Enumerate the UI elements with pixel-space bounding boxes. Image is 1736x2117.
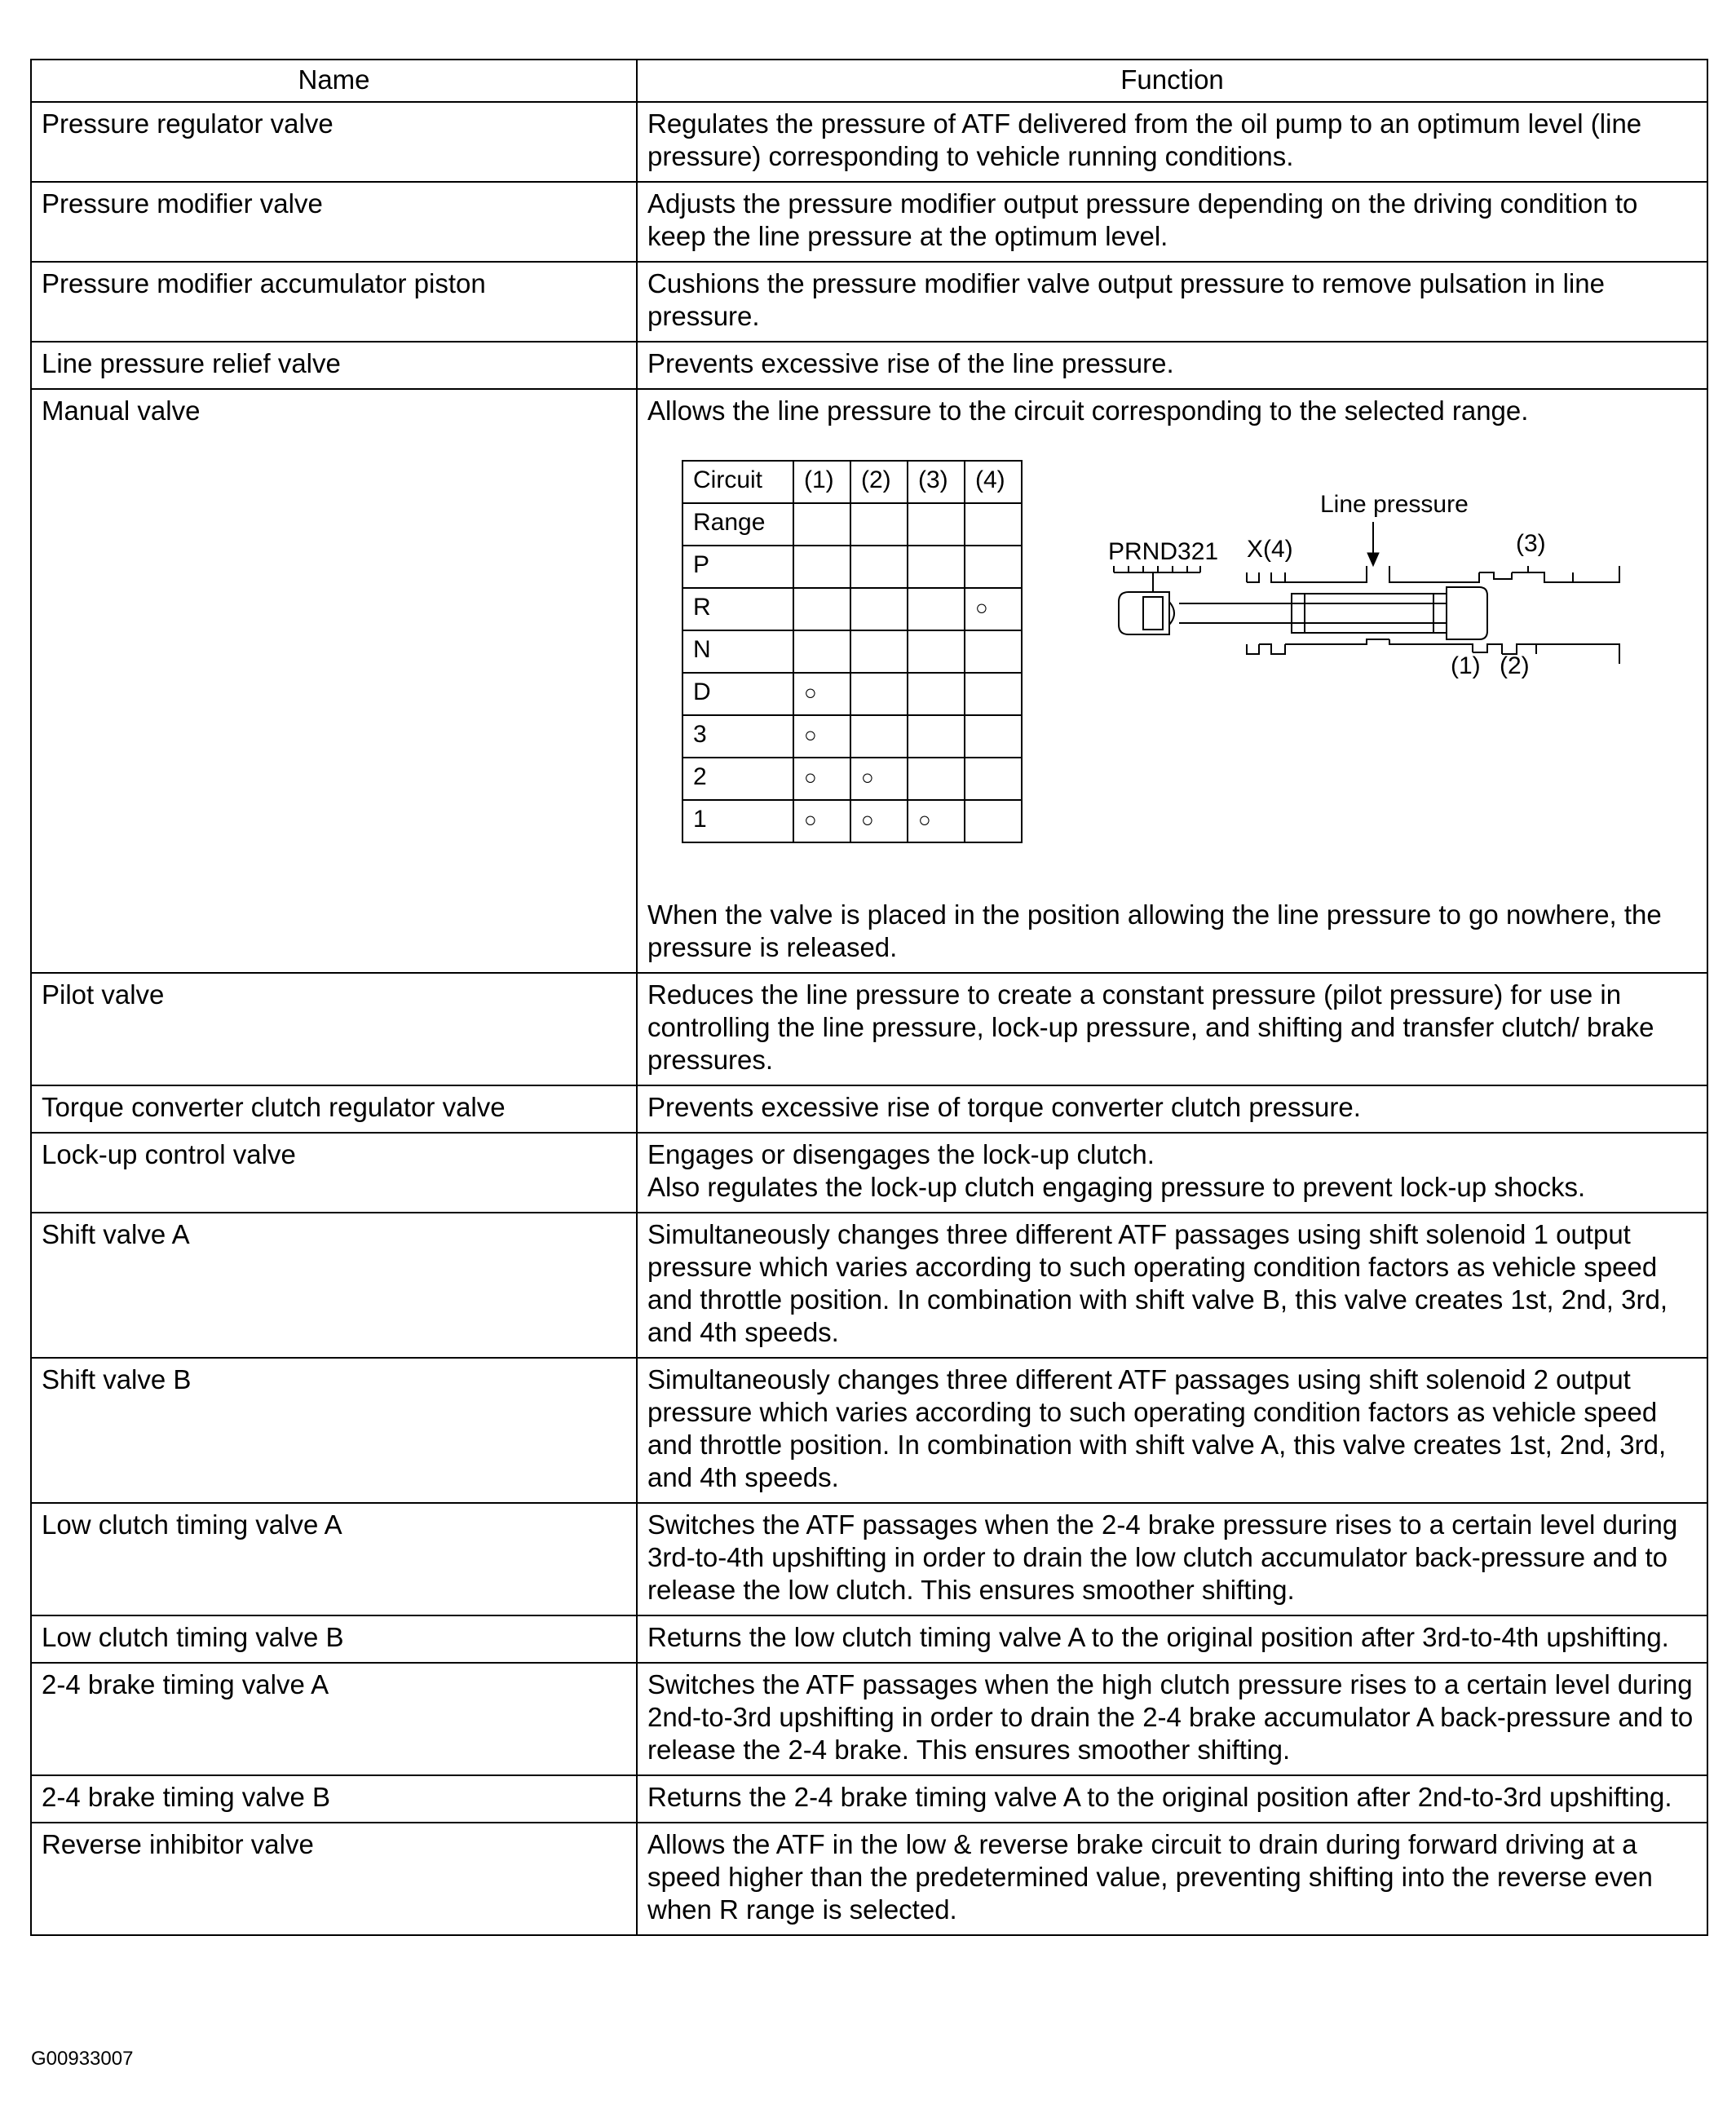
valve-name: Line pressure relief valve [31,342,637,389]
valve-function-table [30,59,1708,1936]
valve-function-text: Reduces the line pressure to create a constant pressure (pilot pressure) for use in controlling the line pressure, lock-up pressure, and shifting and transfer clutch/ brake pressures. [647,979,1654,1075]
circuit-inactive-cell [908,588,965,630]
valve-function-text-line2: Also regulates the lock-up clutch engaging pressure to prevent lock-up shocks. [647,1172,1586,1202]
table-row-reverse-inhibitor-valve [31,1823,1707,1935]
valve-function-text: Prevents excessive rise of torque converter clutch pressure. [647,1092,1361,1122]
valve-function [637,1615,1707,1663]
table-row-torque-converter-clutch-regulator-valve [31,1085,1707,1133]
table-row-low-clutch-timing-valve-a [31,1503,1707,1615]
valve-spool-end [1447,587,1487,639]
valve-function [637,1775,1707,1823]
valve-function-text: Cushions the pressure modifier valve output pressure to remove pulsation in line pressure. [647,268,1605,331]
circuit-inactive-cell [908,715,965,758]
valve-bore-upper [1247,566,1619,582]
valve-function-text: Engages or disengages the lock-up clutch. [647,1139,1155,1169]
header-function: Function [637,60,1707,102]
valve-function [637,182,1707,262]
range-value: 2 [682,758,793,800]
drain-label: X(4) [1247,536,1293,563]
range-value: N [682,630,793,673]
table-header-row [31,60,1707,102]
range-value: P [682,546,793,588]
range-row [682,630,1022,673]
circuit-inactive-cell [965,673,1022,715]
table-row-2-4-brake-timing-valve-b [31,1775,1707,1823]
valve-name: Pressure regulator valve [31,102,637,182]
circuit-active-mark: ○ [850,758,908,800]
valve-name: Low clutch timing valve A [31,1503,637,1615]
valve-name: Pressure modifier accumulator piston [31,262,637,342]
valve-function [637,1133,1707,1213]
range-row [682,715,1022,758]
range-value: 3 [682,715,793,758]
circuit-active-mark: ○ [793,673,850,715]
position-detent-scale [1114,566,1200,572]
circuit-inactive-cell [850,715,908,758]
range-value: R [682,588,793,630]
table-row-low-clutch-timing-valve-b [31,1615,1707,1663]
valve-function [637,1823,1707,1935]
valve-function-note: When the valve is placed in the position allowing the line pressure to go nowhere, the pressure is released. [647,899,1662,962]
circuit-inactive-cell [850,588,908,630]
range-table-header-row [682,461,1022,503]
circuit-active-mark: ○ [965,588,1022,630]
valve-function-text: Returns the 2-4 brake timing valve A to the original position after 2nd-to-3rd upshifting. [647,1782,1672,1812]
positions-label: PRND321 [1108,538,1219,565]
table-row-pilot-valve [31,973,1707,1085]
valve-function-text: Allows the line pressure to the circuit corresponding to the selected range. [647,396,1529,426]
valve-name: Reverse inhibitor valve [31,1823,637,1935]
range-value: 1 [682,800,793,842]
table-row-shift-valve-b [31,1358,1707,1503]
table-row-lock-up-control-valve [31,1133,1707,1213]
circuit-inactive-cell [850,546,908,588]
valve-function [637,262,1707,342]
circuit-inactive-cell [965,546,1022,588]
circuit-inactive-cell [908,673,965,715]
circuit-inactive-cell [850,630,908,673]
circuit-header: (1) [793,461,850,503]
range-row [682,800,1022,842]
valve-function-text: Simultaneously changes three different ATF passages using shift solenoid 2 output pressure which varies according to such operating condition factors as vehicle speed and throttle position. In combination with shift valve A, this valve creates 1st, 2nd, 3rd, and 4th speeds. [647,1364,1667,1492]
port-label-3: (3) [1516,530,1546,557]
circuit-active-mark: ○ [793,715,850,758]
range-row [682,588,1022,630]
valve-function-text: Switches the ATF passages when the 2-4 brake pressure rises to a certain level during 3rd-to-4th upshifting in order to drain the low clutch accumulator back-pressure and to release the low clutch. This ensures smoother shifting. [647,1509,1678,1605]
valve-knob-inner [1143,597,1163,630]
table-row-line-pressure-relief-valve [31,342,1707,389]
range-label: Range [682,503,793,546]
valve-function-text: Allows the ATF in the low & reverse brake circuit to drain during forward driving at a speed higher than the predetermined value, preventing shifting into the reverse even when R range is selected. [647,1829,1653,1925]
valve-spool-land [1292,594,1447,633]
circuit-active-mark: ○ [793,758,850,800]
circuit-header: (3) [908,461,965,503]
valve-name: 2-4 brake timing valve B [31,1775,637,1823]
header-name: Name [31,60,637,102]
range-cell-empty [793,503,850,546]
range-cell-empty [965,503,1022,546]
valve-name: Low clutch timing valve B [31,1615,637,1663]
circuit-inactive-cell [965,800,1022,842]
valve-name: Shift valve B [31,1358,637,1503]
line-pressure-label: Line pressure [1320,491,1469,518]
table-row-pressure-regulator-valve [31,102,1707,182]
circuit-inactive-cell [965,630,1022,673]
circuit-inactive-cell [793,630,850,673]
circuit-inactive-cell [965,758,1022,800]
valve-function [637,102,1707,182]
valve-function [637,342,1707,389]
range-value: D [682,673,793,715]
circuit-active-mark: ○ [850,800,908,842]
document-code: G00933007 [31,2048,134,2070]
manual-valve-figure [647,439,1697,895]
valve-function [637,1358,1707,1503]
valve-function [637,1663,1707,1775]
table-row-shift-valve-a [31,1213,1707,1358]
range-circuit-table [682,460,1023,843]
range-cell-empty [850,503,908,546]
port-label-1: (1) [1451,652,1481,679]
valve-function-text: Simultaneously changes three different ATF passages using shift solenoid 1 output pressure which varies according to such operating condition factors as vehicle speed and throttle position. In combination with shift valve B, this valve creates 1st, 2nd, 3rd, and 4th speeds. [647,1219,1668,1347]
valve-function [637,1213,1707,1358]
circuit-active-mark: ○ [908,800,965,842]
valve-function [637,1503,1707,1615]
valve-name: Pressure modifier valve [31,182,637,262]
range-row [682,546,1022,588]
valve-name: Pilot valve [31,973,637,1085]
table-row-pressure-modifier-valve [31,182,1707,262]
valve-name: Lock-up control valve [31,1133,637,1213]
valve-name: Torque converter clutch regulator valve [31,1085,637,1133]
circuit-inactive-cell [850,673,908,715]
manual-valve-diagram [1104,488,1659,700]
circuit-inactive-cell [793,588,850,630]
circuit-inactive-cell [908,630,965,673]
valve-function-text: Regulates the pressure of ATF delivered from the oil pump to an optimum level (line pressure) corresponding to vehicle running conditions. [647,108,1642,171]
range-row [682,673,1022,715]
valve-name: 2-4 brake timing valve A [31,1663,637,1775]
range-label-row [682,503,1022,546]
valve-bore-lower [1247,639,1619,664]
circuit-active-mark: ○ [793,800,850,842]
valve-name: Manual valve [31,389,637,973]
valve-function [637,389,1707,973]
port-label-2: (2) [1500,652,1530,679]
circuit-header: (2) [850,461,908,503]
circuit-inactive-cell [965,715,1022,758]
range-row [682,758,1022,800]
valve-function-text: Prevents excessive rise of the line pressure. [647,348,1174,378]
valve-name: Shift valve A [31,1213,637,1358]
range-cell-empty [908,503,965,546]
valve-function [637,1085,1707,1133]
valve-function [637,973,1707,1085]
circuit-inactive-cell [908,758,965,800]
valve-function-text: Switches the ATF passages when the high clutch pressure rises to a certain level during 2nd-to-3rd upshifting in order to drain the 2-4 brake accumulator A back-pressure and to release the 2-4 brake. This ensures smoother shifting. [647,1669,1694,1765]
table-row-pressure-modifier-accumulator-piston [31,262,1707,342]
circuit-label: Circuit [682,461,793,503]
line-pressure-arrowhead [1367,553,1379,566]
table-row-manual-valve [31,389,1707,973]
valve-function-text: Adjusts the pressure modifier output pressure depending on the driving condition to keep the line pressure at the optimum level. [647,188,1638,251]
table-row-2-4-brake-timing-valve-a [31,1663,1707,1775]
valve-function-text: Returns the low clutch timing valve A to the original position after 3rd-to-4th upshifting. [647,1622,1669,1652]
circuit-header: (4) [965,461,1022,503]
valve-spool-grooves [1305,594,1433,633]
circuit-inactive-cell [908,546,965,588]
valve-spool-rod [1179,603,1447,623]
circuit-inactive-cell [793,546,850,588]
